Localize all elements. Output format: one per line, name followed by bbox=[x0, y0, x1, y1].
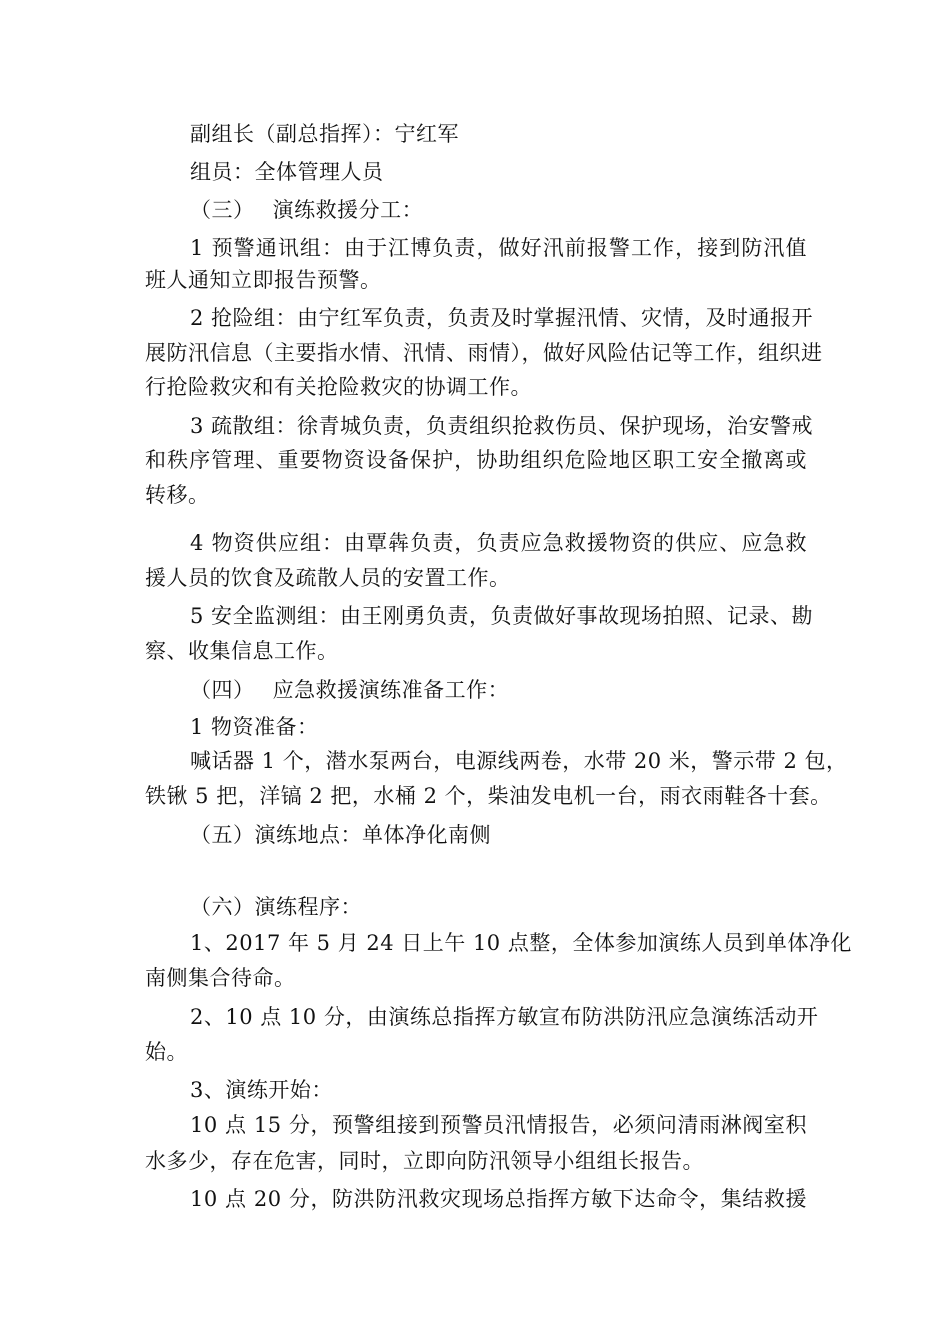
paragraph-supply-line-1: 4 物资供应组：由覃犇负责，负责应急救援物资的供应、应急救 bbox=[190, 531, 807, 555]
paragraph-rescue-line-3: 行抢险救灾和有关抢险救灾的协调工作。 bbox=[145, 375, 532, 399]
section-three-heading: （三） 演练救援分工： bbox=[190, 198, 424, 222]
procedure-step-3-line-3: 10 点 20 分，防洪防汛救灾现场总指挥方敏下达命令，集结救援 bbox=[190, 1187, 807, 1211]
paragraph-evacuation-line-3: 转移。 bbox=[145, 483, 210, 507]
procedure-step-2-line-2: 始。 bbox=[145, 1040, 188, 1064]
paragraph-warning-line-2: 班人通知立即报告预警。 bbox=[145, 268, 382, 292]
paragraph-evacuation-line-1: 3 疏散组：徐青城负责，负责组织抢救伤员、保护现场，治安警戒 bbox=[190, 414, 814, 438]
paragraph-rescue-line-2: 展防汛信息（主要指水情、汛情、雨情），做好风险估记等工作，组织进 bbox=[145, 341, 823, 365]
paragraph-supply-line-2: 援人员的饮食及疏散人员的安置工作。 bbox=[145, 566, 511, 590]
procedure-step-1-line-2: 南侧集合待命。 bbox=[145, 966, 296, 990]
members-line: 组员：全体管理人员 bbox=[190, 160, 384, 184]
procedure-step-3-line-2: 水多少，存在危害，同时，立即向防汛领导小组组长报告。 bbox=[145, 1149, 704, 1173]
procedure-step-1-line-1: 1、2017 年 5 月 24 日上午 10 点整，全体参加演练人员到单体净化 bbox=[190, 931, 852, 955]
procedure-step-3-line-1: 10 点 15 分，预警组接到预警员汛情报告，必须问清雨淋阀室积 bbox=[190, 1113, 807, 1137]
procedure-step-2-line-1: 2、10 点 10 分，由演练总指挥方敏宣布防洪防汛应急演练活动开 bbox=[190, 1005, 819, 1029]
paragraph-warning-line-1: 1 预警通讯组：由于江博负责，做好汛前报警工作，接到防汛值 bbox=[190, 236, 807, 260]
paragraph-monitoring-line-1: 5 安全监测组：由王刚勇负责，负责做好事故现场拍照、记录、勘 bbox=[190, 604, 814, 628]
section-six-heading: （六）演练程序： bbox=[190, 895, 362, 919]
paragraph-monitoring-line-2: 察、收集信息工作。 bbox=[145, 639, 339, 663]
materials-heading: 1 物资准备： bbox=[190, 715, 319, 739]
paragraph-rescue-line-1: 2 抢险组：由宁红军负责，负责及时掌握汛情、灾情，及时通报开 bbox=[190, 306, 814, 330]
paragraph-evacuation-line-2: 和秩序管理、重要物资设备保护，协助组织危险地区职工安全撤离或 bbox=[145, 448, 807, 472]
procedure-step-3-heading: 3、演练开始： bbox=[190, 1078, 333, 1102]
section-five-heading: （五）演练地点：单体净化南侧 bbox=[190, 823, 491, 847]
materials-line-1: 喊话器 1 个，潜水泵两台，电源线两卷，水带 20 米，警示带 2 包， bbox=[190, 749, 848, 773]
section-four-heading: （四） 应急救援演练准备工作： bbox=[190, 678, 510, 702]
materials-line-2: 铁锹 5 把，洋镐 2 把，水桶 2 个，柴油发电机一台，雨衣雨鞋各十套。 bbox=[145, 784, 832, 808]
deputy-leader-line: 副组长（副总指挥）：宁红军 bbox=[190, 122, 459, 146]
